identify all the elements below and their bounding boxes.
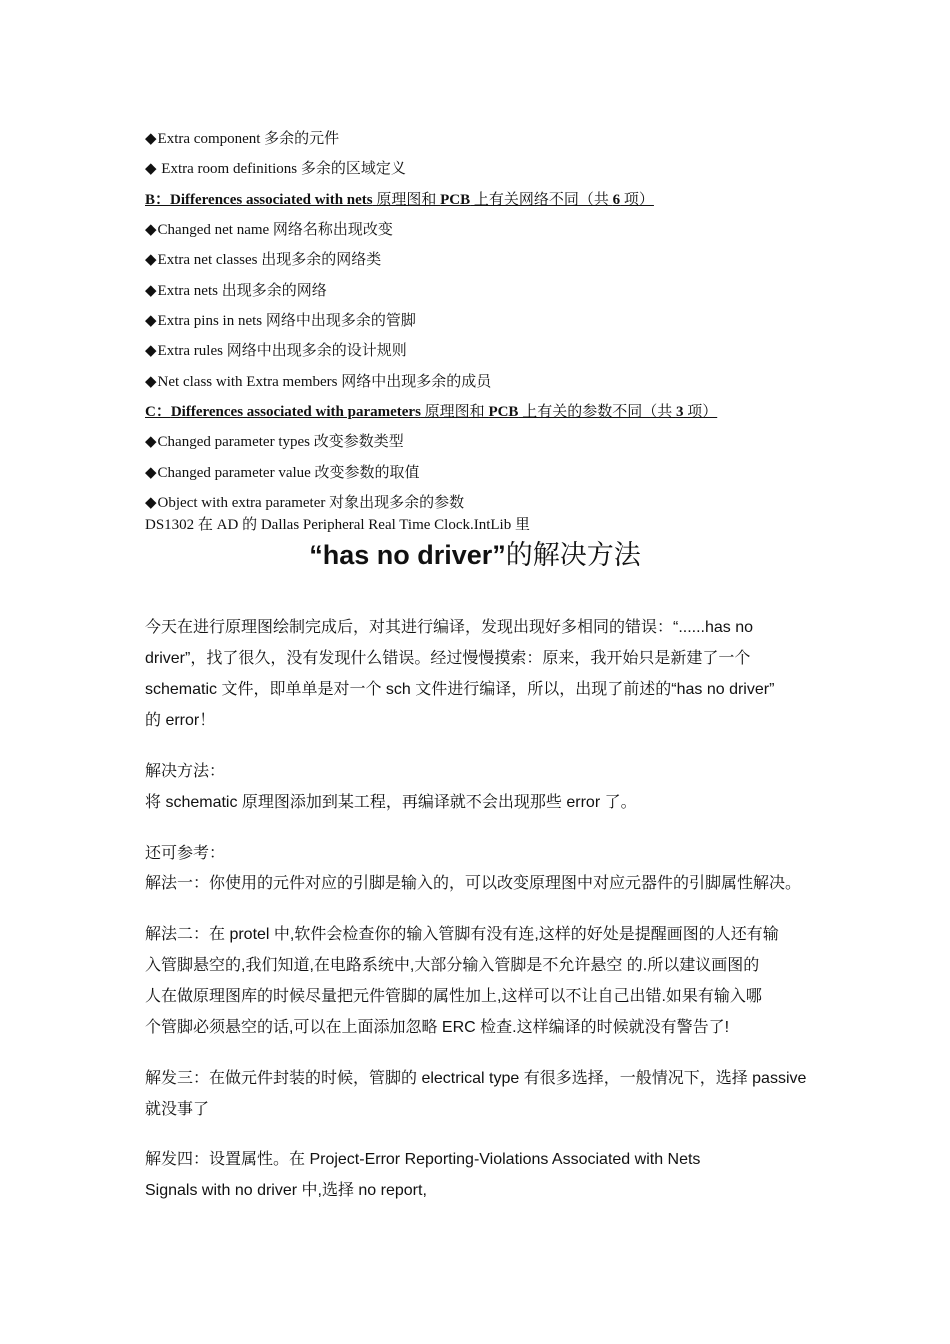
list-item: ◆Object with extra parameter 对象出现多余的参数 bbox=[145, 495, 465, 511]
list-item-extra-room: ◆ Extra room definitions 多余的区域定义 bbox=[145, 161, 406, 177]
diamond-bullet-icon: ◆ bbox=[145, 283, 157, 299]
method-two-line: 解法二：在 protel 中,软件会检查你的输入管脚有没有连,这样的好处是提醒画图的人还有输 bbox=[145, 926, 779, 943]
list-item: ◆Changed parameter types 改变参数类型 bbox=[145, 434, 404, 450]
method-two-line: 入管脚悬空的,我们知道,在电路系统中,大部分输入管脚是不允许悬空 的.所以建议画图的 bbox=[145, 957, 760, 974]
diamond-bullet-icon: ◆ bbox=[145, 161, 157, 177]
intro-line: schematic 文件，即单单是对一个 sch 文件进行编译，所以，出现了前述的“has no driver” bbox=[145, 681, 775, 698]
list-item-extra-component: ◆Extra component 多余的元件 bbox=[145, 131, 340, 147]
list-item: ◆Extra net classes 出现多余的网络类 bbox=[145, 252, 382, 268]
list-item: ◆Net class with Extra members 网络中出现多余的成员 bbox=[145, 374, 492, 390]
list-item: ◆Extra rules 网络中出现多余的设计规则 bbox=[145, 343, 407, 359]
intro-line: 今天在进行原理图绘制完成后，对其进行编译，发现出现好多相同的错误：“......has no bbox=[145, 619, 754, 636]
page-title: “has no driver”的解决方法 bbox=[309, 540, 641, 571]
diamond-bullet-icon: ◆ bbox=[145, 465, 157, 481]
reference-label: 还可参考： bbox=[145, 845, 226, 862]
method-two-line: 人在做原理图库的时候尽量把元件管脚的属性加上,这样可以不让自己出错.如果有输入哪 bbox=[145, 988, 762, 1005]
section-heading-b: B：Differences associated with nets 原理图和 PCB 上有关网络不同（共 6 项） bbox=[145, 192, 654, 208]
intro-line: driver”，找了很久，没有发现什么错误。经过慢慢摸索：原来，我开始只是新建了一个 bbox=[145, 650, 751, 667]
section-heading-c: C：Differences associated with parameters 原理图和 PCB 上有关的参数不同（共 3 项） bbox=[145, 404, 718, 420]
method-three-line: 解发三：在做元件封装的时候，管脚的 electrical type 有很多选择，一般情况下，选择 passive bbox=[145, 1070, 807, 1087]
ds1302-line: DS1302 在 AD 的 Dallas Peripheral Real Time Clock.IntLib 里 bbox=[145, 517, 530, 533]
diamond-bullet-icon: ◆ bbox=[145, 131, 157, 147]
method-one: 解法一：你使用的元件对应的引脚是输入的，可以改变原理图中对应元器件的引脚属性解决。 bbox=[145, 875, 802, 892]
list-item: ◆Extra pins in nets 网络中出现多余的管脚 bbox=[145, 313, 416, 329]
list-item: ◆Changed parameter value 改变参数的取值 bbox=[145, 465, 420, 481]
diamond-bullet-icon: ◆ bbox=[145, 343, 157, 359]
solution-text: 将 schematic 原理图添加到某工程，再编译就不会出现那些 error 了。 bbox=[145, 794, 637, 811]
list-item: ◆Extra nets 出现多余的网络 bbox=[145, 283, 327, 299]
method-two-line: 个管脚必须悬空的话,可以在上面添加忽略 ERC 检查.这样编译的时候就没有警告了! bbox=[145, 1019, 730, 1036]
diamond-bullet-icon: ◆ bbox=[145, 222, 157, 238]
intro-line: 的 error！ bbox=[145, 712, 216, 729]
method-four-line: 解发四：设置属性。在 Project-Error Reporting-Violations Associated with Nets bbox=[145, 1151, 701, 1168]
diamond-bullet-icon: ◆ bbox=[145, 252, 157, 268]
method-four-line: Signals with no driver 中,选择 no report, bbox=[145, 1182, 427, 1199]
solution-label: 解决方法： bbox=[145, 763, 226, 780]
list-item: ◆Changed net name 网络名称出现改变 bbox=[145, 222, 393, 238]
method-three-line: 就没事了 bbox=[145, 1101, 210, 1118]
diamond-bullet-icon: ◆ bbox=[145, 495, 157, 511]
diamond-bullet-icon: ◆ bbox=[145, 313, 157, 329]
diamond-bullet-icon: ◆ bbox=[145, 374, 157, 390]
diamond-bullet-icon: ◆ bbox=[145, 434, 157, 450]
